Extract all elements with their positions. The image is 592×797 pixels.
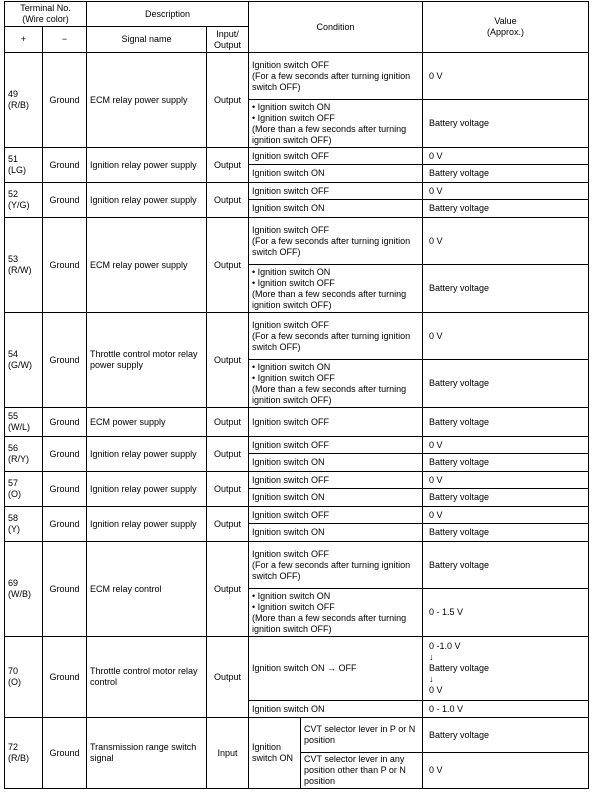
- io-cell: Output: [207, 148, 249, 183]
- ground-cell: Ground: [43, 148, 87, 183]
- condition-cell: Ignition switch OFF (For a few seconds after turning ignition switch OFF): [249, 542, 423, 589]
- value-cell: Battery voltage: [423, 489, 589, 507]
- table-row: [5, 183, 589, 200]
- ground-cell: Ground: [43, 542, 87, 637]
- condition-cell: Ignition switch OFF: [249, 472, 423, 489]
- table-row: [5, 437, 589, 454]
- signal-name-cell: ECM relay power supply: [87, 218, 207, 313]
- condition-cell: Ignition switch ON: [249, 489, 423, 507]
- value-cell: 0 V: [423, 437, 589, 454]
- condition-cell: • Ignition switch ON • Ignition switch OFF (More than a few seconds after turning ignition switch OFF): [249, 360, 423, 408]
- header-description: Description: [87, 2, 249, 27]
- value-cell: Battery voltage: [423, 454, 589, 472]
- terminal-cell: 55 (W/L): [5, 408, 43, 437]
- terminal-cell: 52 (Y/G): [5, 183, 43, 218]
- condition-cell: Ignition switch OFF: [249, 408, 423, 437]
- value-cell: Battery voltage: [423, 265, 589, 313]
- terminal-cell: 51 (LG): [5, 148, 43, 183]
- header-plus: +: [5, 27, 43, 53]
- table-body: [5, 2, 589, 789]
- condition-cell: Ignition switch OFF (For a few seconds after turning ignition switch OFF): [249, 313, 423, 360]
- io-cell: Input: [207, 718, 249, 789]
- header-minus: −: [43, 27, 87, 53]
- value-cell: 0 V: [423, 218, 589, 265]
- value-cell: 0 - 1.0 V: [423, 701, 589, 718]
- table-row: [5, 148, 589, 165]
- terminal-cell: 53 (R/W): [5, 218, 43, 313]
- io-cell: Output: [207, 408, 249, 437]
- value-cell: Battery voltage: [423, 542, 589, 589]
- value-cell: 0 V: [423, 472, 589, 489]
- header-input-output: Input/ Output: [207, 27, 249, 53]
- signal-name-cell: Ignition relay power supply: [87, 507, 207, 542]
- condition-cell: Ignition switch ON: [249, 165, 423, 183]
- header-terminal-no: Terminal No. (Wire color): [5, 2, 87, 27]
- ground-cell: Ground: [43, 408, 87, 437]
- value-cell: 0 - 1.5 V: [423, 589, 589, 637]
- condition-cell: • Ignition switch ON • Ignition switch OFF (More than a few seconds after turning ignition switch OFF): [249, 100, 423, 148]
- value-cell: 0 V: [423, 148, 589, 165]
- ground-cell: Ground: [43, 218, 87, 313]
- condition-cell: CVT selector lever in any position other than P or N position: [301, 753, 423, 789]
- ground-cell: Ground: [43, 718, 87, 789]
- header-row-1: [5, 2, 589, 27]
- value-cell: 0 V: [423, 53, 589, 100]
- condition-cell: Ignition switch OFF: [249, 437, 423, 454]
- signal-name-cell: Throttle control motor relay power supply: [87, 313, 207, 408]
- value-cell: 0 V: [423, 753, 589, 789]
- condition-cell: Ignition switch OFF: [249, 148, 423, 165]
- signal-name-cell: Transmission range switch signal: [87, 718, 207, 789]
- condition-cell: • Ignition switch ON • Ignition switch OFF (More than a few seconds after turning ignition switch OFF): [249, 589, 423, 637]
- io-cell: Output: [207, 183, 249, 218]
- ground-cell: Ground: [43, 637, 87, 718]
- table-row: [5, 542, 589, 589]
- table-row: [5, 507, 589, 524]
- io-cell: Output: [207, 507, 249, 542]
- ground-cell: Ground: [43, 472, 87, 507]
- table-row: [5, 637, 589, 701]
- ground-cell: Ground: [43, 507, 87, 542]
- value-cell: 0 V: [423, 313, 589, 360]
- io-cell: Output: [207, 218, 249, 313]
- header-value: Value (Approx.): [423, 2, 589, 53]
- terminal-cell: 57 (O): [5, 472, 43, 507]
- ecm-terminal-table: [4, 1, 589, 789]
- signal-name-cell: Ignition relay power supply: [87, 148, 207, 183]
- value-cell: 0 -1.0 V ↓ Battery voltage ↓ 0 V: [423, 637, 589, 701]
- terminal-cell: 54 (G/W): [5, 313, 43, 408]
- value-cell: Battery voltage: [423, 360, 589, 408]
- ground-cell: Ground: [43, 183, 87, 218]
- terminal-cell: 49 (R/B): [5, 53, 43, 148]
- ground-cell: Ground: [43, 313, 87, 408]
- condition-cell: Ignition switch ON → OFF: [249, 637, 423, 701]
- header-condition: Condition: [249, 2, 423, 53]
- value-cell: Battery voltage: [423, 200, 589, 218]
- table-row: [5, 218, 589, 265]
- table-row: [5, 53, 589, 100]
- io-cell: Output: [207, 637, 249, 718]
- condition-group-cell: Ignition switch ON: [249, 718, 301, 789]
- condition-cell: Ignition switch OFF (For a few seconds after turning ignition switch OFF): [249, 53, 423, 100]
- condition-cell: • Ignition switch ON • Ignition switch OFF (More than a few seconds after turning ignition switch OFF): [249, 265, 423, 313]
- value-cell: Battery voltage: [423, 718, 589, 753]
- signal-name-cell: Ignition relay power supply: [87, 183, 207, 218]
- value-cell: Battery voltage: [423, 165, 589, 183]
- signal-name-cell: Ignition relay power supply: [87, 472, 207, 507]
- terminal-cell: 56 (R/Y): [5, 437, 43, 472]
- signal-name-cell: Ignition relay power supply: [87, 437, 207, 472]
- table-row: [5, 313, 589, 360]
- terminal-cell: 72 (R/B): [5, 718, 43, 789]
- io-cell: Output: [207, 313, 249, 408]
- condition-cell: Ignition switch ON: [249, 524, 423, 542]
- terminal-cell: 70 (O): [5, 637, 43, 718]
- condition-cell: Ignition switch ON: [249, 454, 423, 472]
- value-cell: 0 V: [423, 183, 589, 200]
- signal-name-cell: Throttle control motor relay control: [87, 637, 207, 718]
- value-cell: 0 V: [423, 507, 589, 524]
- value-cell: Battery voltage: [423, 100, 589, 148]
- signal-name-cell: ECM relay control: [87, 542, 207, 637]
- condition-cell: Ignition switch OFF: [249, 183, 423, 200]
- table-row: [5, 718, 589, 753]
- ground-cell: Ground: [43, 437, 87, 472]
- condition-cell: Ignition switch ON: [249, 701, 423, 718]
- signal-name-cell: ECM power supply: [87, 408, 207, 437]
- terminal-cell: 69 (W/B): [5, 542, 43, 637]
- table-row: [5, 472, 589, 489]
- io-cell: Output: [207, 542, 249, 637]
- io-cell: Output: [207, 53, 249, 148]
- table-row: [5, 408, 589, 437]
- value-cell: Battery voltage: [423, 408, 589, 437]
- value-cell: Battery voltage: [423, 524, 589, 542]
- header-signal-name: Signal name: [87, 27, 207, 53]
- condition-cell: CVT selector lever in P or N position: [301, 718, 423, 753]
- condition-cell: Ignition switch OFF (For a few seconds after turning ignition switch OFF): [249, 218, 423, 265]
- io-cell: Output: [207, 472, 249, 507]
- ground-cell: Ground: [43, 53, 87, 148]
- condition-cell: Ignition switch ON: [249, 200, 423, 218]
- condition-cell: Ignition switch OFF: [249, 507, 423, 524]
- signal-name-cell: ECM relay power supply: [87, 53, 207, 148]
- terminal-cell: 58 (Y): [5, 507, 43, 542]
- io-cell: Output: [207, 437, 249, 472]
